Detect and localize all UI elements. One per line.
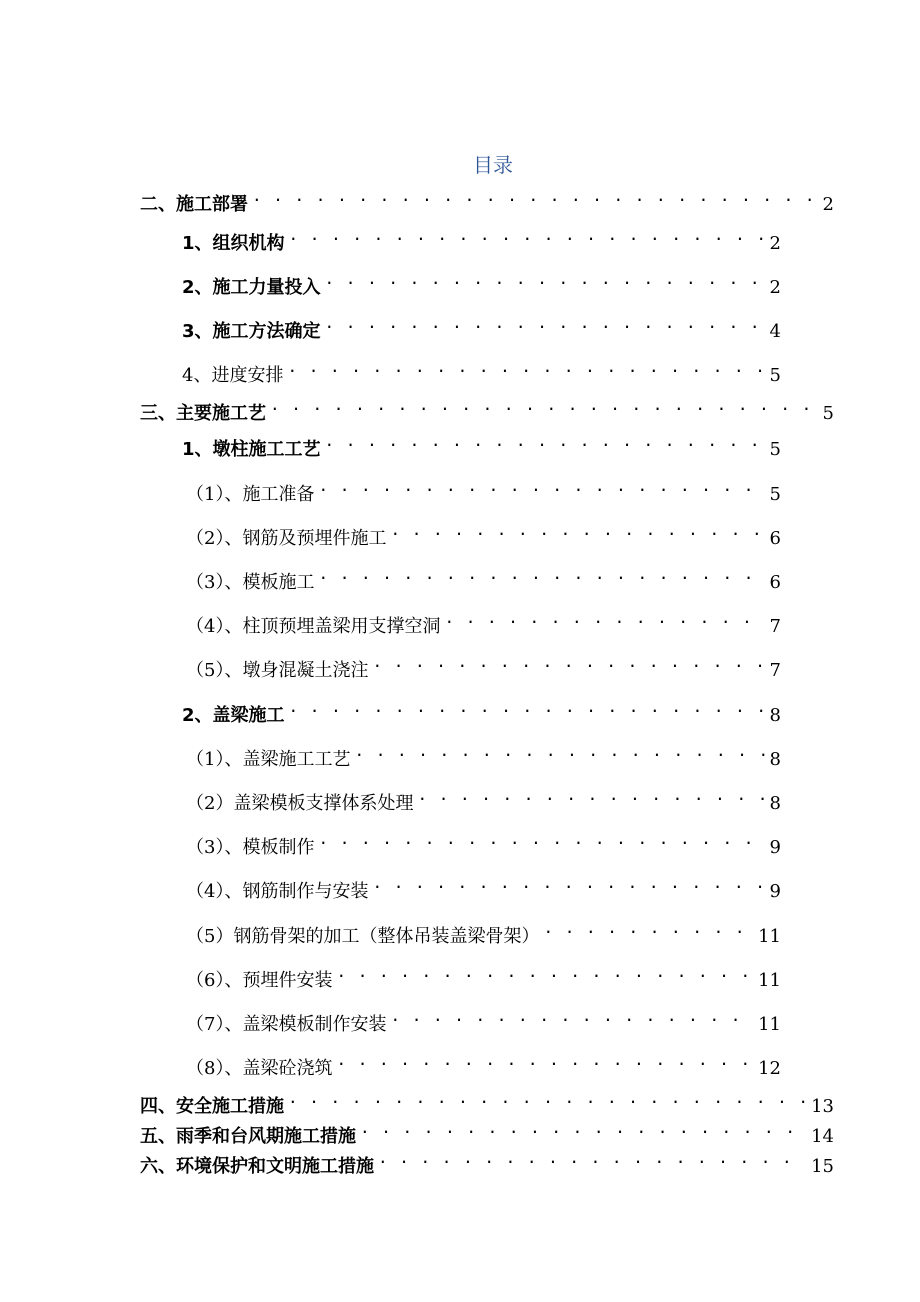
toc-entry-label: 2、施工力量投入 <box>182 277 321 298</box>
toc-dot-leader <box>360 1114 807 1142</box>
toc-entry[interactable] <box>182 265 781 298</box>
toc-entry-label: （3）、模板施工 <box>186 572 315 593</box>
toc-entry[interactable] <box>182 221 781 254</box>
toc-dot-leader <box>543 914 754 942</box>
toc-entry-page-number: 6 <box>769 528 781 549</box>
toc-entry-page-number: 11 <box>758 970 781 991</box>
toc-dot-leader <box>289 693 766 721</box>
toc-entry-label: 二、施工部署 <box>140 194 248 215</box>
toc-entry[interactable] <box>186 781 781 814</box>
toc-entry-page-number: 8 <box>769 793 781 814</box>
toc-entry-label: （2）盖梁模板支撑体系处理 <box>186 793 414 814</box>
toc-entry-label: （7）、盖梁模板制作安装 <box>186 1014 387 1035</box>
toc-entry-label: 2、盖梁施工 <box>182 705 285 726</box>
toc-entry[interactable] <box>186 604 781 637</box>
toc-entry[interactable] <box>186 869 781 902</box>
toc-dot-leader <box>318 825 765 853</box>
toc-dot-leader <box>390 516 765 544</box>
toc-dot-leader <box>318 560 765 588</box>
toc-entry[interactable] <box>186 958 781 991</box>
toc-entry[interactable] <box>182 353 781 386</box>
toc-entry[interactable] <box>186 914 781 947</box>
toc-title: 目录 <box>473 153 513 177</box>
toc-dot-leader <box>325 265 766 293</box>
toc-dot-leader <box>270 391 819 419</box>
toc-dot-leader <box>318 472 765 500</box>
toc-dot-leader <box>378 1144 807 1172</box>
toc-entry[interactable] <box>140 1084 834 1117</box>
toc-entry[interactable] <box>182 309 781 342</box>
toc-entry-label: 3、施工方法确定 <box>182 321 321 342</box>
toc-entry-page-number: 9 <box>769 881 781 902</box>
toc-entry-label: （1）、施工准备 <box>186 484 315 505</box>
toc-entry-label: 三、主要施工艺 <box>140 403 266 424</box>
toc-entry-page-number: 5 <box>769 365 781 386</box>
toc-entry[interactable] <box>140 1144 834 1177</box>
toc-entry-page-number: 13 <box>811 1096 834 1117</box>
toc-entry-page-number: 7 <box>769 660 781 681</box>
toc-dot-leader <box>289 221 766 249</box>
toc-entry-page-number: 2 <box>769 277 781 298</box>
toc-entry-page-number: 6 <box>769 572 781 593</box>
toc-entry-label: （1）、盖梁施工工艺 <box>186 749 351 770</box>
toc-entry-label: （4）、柱顶预埋盖梁用支撑空洞 <box>186 616 441 637</box>
toc-entry-page-number: 15 <box>811 1156 834 1177</box>
toc-entry-label: （8）、盖梁砼浇筑 <box>186 1058 333 1079</box>
toc-entry-page-number: 9 <box>769 837 781 858</box>
toc-entry[interactable] <box>186 516 781 549</box>
toc-entry-page-number: 12 <box>758 1058 781 1079</box>
toc-entry[interactable] <box>186 1002 781 1035</box>
toc-dot-leader <box>372 648 765 676</box>
toc-entry-page-number: 2 <box>822 194 834 215</box>
toc-entry[interactable] <box>186 825 781 858</box>
toc-dot-leader <box>336 1046 754 1074</box>
toc-entry[interactable] <box>140 391 834 424</box>
toc-entry-label: （4）、钢筋制作与安装 <box>186 881 369 902</box>
toc-entry-label: （5）钢筋骨架的加工（整体吊装盖梁骨架） <box>186 926 540 947</box>
toc-entry[interactable] <box>186 737 781 770</box>
toc-entry-label: 4、进度安排 <box>182 365 284 386</box>
toc-dot-leader <box>444 604 765 632</box>
toc-dot-leader <box>252 182 819 210</box>
toc-entry-page-number: 11 <box>758 926 781 947</box>
toc-entry-label: （3）、模板制作 <box>186 837 315 858</box>
toc-entry-page-number: 2 <box>769 233 781 254</box>
toc-entry[interactable] <box>186 472 781 505</box>
toc-entry[interactable] <box>186 648 781 681</box>
toc-entry[interactable] <box>140 1114 834 1147</box>
toc-dot-leader <box>325 309 766 337</box>
toc-entry-page-number: 5 <box>822 403 834 424</box>
toc-entry-label: （2）、钢筋及预埋件施工 <box>186 528 387 549</box>
toc-entry-page-number: 11 <box>758 1014 781 1035</box>
toc-entry-label: 1、组织机构 <box>182 233 285 254</box>
toc-entry-label: （5）、墩身混凝土浇注 <box>186 660 369 681</box>
toc-dot-leader <box>325 427 766 455</box>
toc-entry-page-number: 5 <box>769 439 781 460</box>
toc-entry-page-number: 8 <box>769 705 781 726</box>
toc-entry[interactable] <box>182 427 781 460</box>
toc-dot-leader <box>336 958 754 986</box>
toc-entry[interactable] <box>140 182 834 215</box>
toc-entry[interactable] <box>186 1046 781 1079</box>
toc-dot-leader <box>372 869 765 897</box>
toc-entry-page-number: 4 <box>769 321 781 342</box>
toc-dot-leader <box>417 781 765 809</box>
toc-entry-label: （6）、预埋件安装 <box>186 970 333 991</box>
toc-entry[interactable] <box>186 560 781 593</box>
toc-entry-page-number: 14 <box>811 1126 834 1147</box>
toc-dot-leader <box>287 353 765 381</box>
toc-dot-leader <box>390 1002 754 1030</box>
toc-entry-label: 五、雨季和台风期施工措施 <box>140 1126 356 1147</box>
toc-entry[interactable] <box>182 693 781 726</box>
toc-dot-leader <box>288 1084 807 1112</box>
toc-entry-label: 六、环境保护和文明施工措施 <box>140 1156 374 1177</box>
toc-entry-page-number: 8 <box>769 749 781 770</box>
toc-entry-page-number: 5 <box>769 484 781 505</box>
toc-dot-leader <box>354 737 765 765</box>
toc-entry-label: 四、安全施工措施 <box>140 1096 284 1117</box>
toc-entry-page-number: 7 <box>769 616 781 637</box>
toc-entry-label: 1、墩柱施工工艺 <box>182 439 321 460</box>
